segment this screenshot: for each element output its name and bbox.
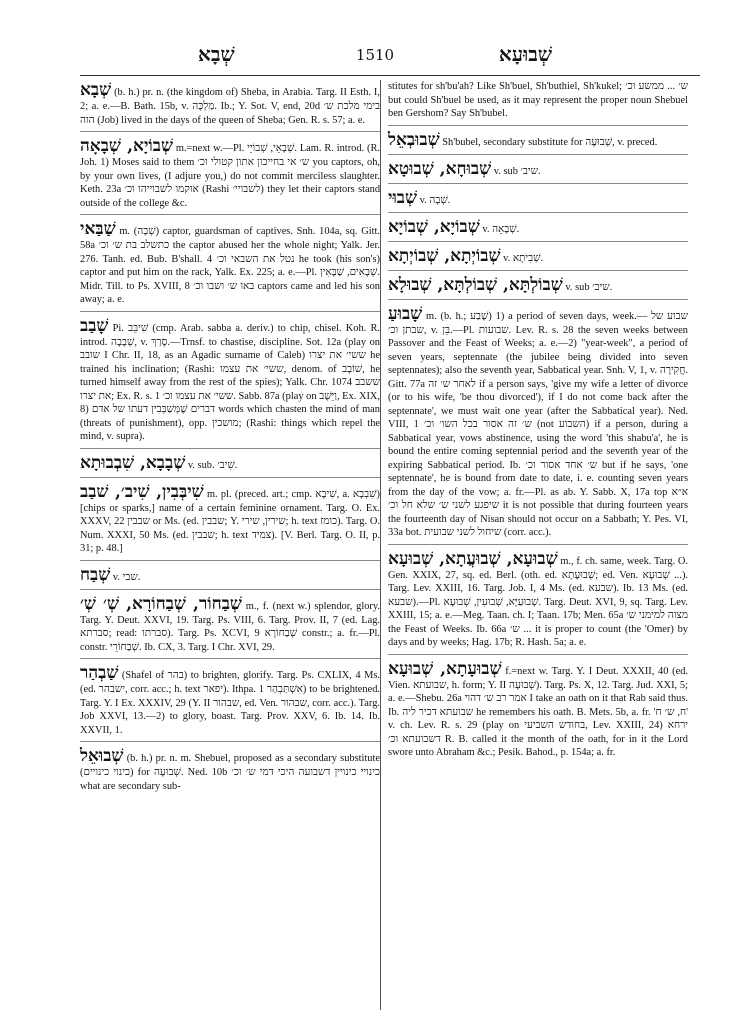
page-header — [48, 38, 702, 68]
dictionary-entry — [388, 159, 688, 184]
right-column — [388, 80, 688, 768]
left-column — [80, 80, 380, 801]
dictionary-entry — [80, 565, 380, 590]
entry-headword: שְׁבָא — [80, 80, 112, 100]
entry-text: v. sub שיב׳. — [493, 165, 541, 177]
dictionary-entry — [388, 217, 688, 242]
entry-headword: שָׁבַב — [80, 315, 109, 336]
entry-text: m. pl. (preced. art.; cmp. שִׁיבָא, a. שִׁבְבָא) [chips or sparks,] name of a certain feminine ornament. Targ. O. Ex. XXXV, 22 שבבין or Ms. (ed. שבבין; Y. שירין, שירי; h. text כומז). Targ. O. Num. XXXI, 50 Ms. (ed. שבבין; h. text צמיד). [V. Berl. Targ. O. II, p. 31; p. 48.] — [80, 488, 381, 554]
dictionary-entry — [80, 316, 380, 449]
entry-headword: שְׁבוּחָא, שְׁבוּטָא — [388, 158, 492, 179]
dictionary-entry — [388, 304, 688, 545]
entry-text: v. sub שיב׳. — [565, 281, 613, 293]
entry-headword: שַׁבַּאי — [80, 219, 116, 239]
entry-text: Pi. שִׁיבֵּב (cmp. Arab. sabba a. deriv.) to chip, chisel. Koh. R. introd. שְׁבָבָה, v. סָרַךְ.—Trnsf. to chastise, discipline. Sot. 12a (play on שובב I Chr. II, 18, as an Agadic surname of Caleb) ששי׳ את יצרו he trained his inclination; (Rashi: ששי׳ את עצמו, denom. of שׁוֹבָב, he turned himself away from the rest of the spies); Yalk. Chr. 1074 ששבב את יצרו; Ex. R. s. 1 ששי׳ את עצמו וכ׳. Sabb. 87a (play on וַיֵּשֶׁב, Ex. XIX, 8) דברים שֶׁמְּשַׁבְּבִין דעתו של אדם words which chasten the mind of man (threats of punishment), opp. מושכין; (Rashi: things which repel the mind, v. supra). — [80, 322, 381, 442]
entry-headword: שְׁבוּבְאֵל — [388, 129, 440, 150]
dictionary-entry — [80, 219, 380, 312]
entry-text: (b. h.) pr. n. (the kingdom of) Sheba, in Arabia. Targ. II Esth. I, 2; a. e.—B. Bath. 15b, v. מַלְכָּה. Ib.; Y. Sot. V, end, 20d בימי מלכת ש׳ הוה (Job) lived in the days of the queen of Sheba; Gen. R. s. 57; a. e. — [80, 87, 381, 126]
entry-headword: שְׁבוּאֵל — [80, 746, 124, 766]
entry-headword: שְׁבוֹיָא, שְׁבוֹיָא — [388, 216, 480, 237]
entry-headword: שְׁבוֹיְתָא, שְׁבוֹיְתָא — [388, 245, 501, 266]
entry-headword: שְׁבוּעָתָא, שְׁבוּעָא — [388, 658, 502, 679]
dictionary-entry — [80, 80, 380, 132]
entry-text: f.=next w. Targ. Y. I Deut. XXXII, 40 (ed. Vien. שבועתא, h. form; Y. II שְׁבוּעָה). Targ. Ps. X, 12. Targ. Jud. XXI, 5; a. e.—Shebu. 26a אמר רב ש׳ דהוי I take an oath on it that Rab said thus. Ib. שבועתא דכיר ליה he remembers his oath. B. Mets. 5b, a. fr. 'ח, ש׳ ח' v. ch. Lev. R. s. 29 (play on בחודש השביעי, Lev. XXIII, 24) ירחא דשבועתא וכ׳ R. B. called it the month of the oath, for in it the Lord swore unto Abraham &c.; Pesik. Bahod., p. 154a; a. fr. — [388, 665, 689, 758]
dictionary-entry — [388, 246, 688, 271]
dictionary-entry — [80, 136, 380, 215]
entry-headword: שְׁבוֹיָא, שְׁבָאָה — [80, 136, 173, 156]
entry-headword: שָׁבוּעַ — [388, 303, 423, 324]
column-divider — [380, 80, 381, 1010]
dictionary-entry — [388, 188, 688, 213]
entry-headword: שְׁבוּעָא, שְׁבוּעֲתָא, שְׁבוּעָא — [388, 548, 558, 569]
entry-text: m. (שְׁבָה) captor, guardsman of captives. Snh. 104a, sq. Gitt. 58a כתשלב בת ש׳ וכ׳ the captor abused her the whole night; Yalk. Jer. 276. Tanh. ed. Bub. B'shall. 4 נטל את השבאי וכ׳ he took (his son's) captor and put him on the rack, Yalk. Ex. 225; a. e.—Pl. שְׁבָאִים, שַׁבָּאִין. Midr. Till. to Ps. XVIII, 8 באו ש׳ ושבו וכ׳ captors came and led his son away; a. e. — [80, 226, 381, 305]
entry-headword: שְׁבַח — [80, 564, 111, 585]
entry-text: m.=next w.—Pl. שְׁבָאֵי, שְׁבוֹיֵי. Lam. R. introd. (R. Joh. 1) Moses said to them ש׳ אי בחייכון אתון קטולי וכ׳ you captors, oh, by your own lives, (I adjure you,) do not commit merciless slaughter. Keth. 23a אוקמו לשבוייהו וכ׳ (Rashi לשבויי׳) they let their captors stand outside of the college &c. — [80, 143, 381, 209]
dictionary-entry — [80, 482, 380, 561]
dictionary-entry — [388, 275, 688, 300]
dictionary-entry — [388, 549, 688, 655]
entry-text: v. שְׁבָה. — [419, 194, 451, 206]
dictionary-entry — [388, 130, 688, 155]
dictionary-entry — [388, 80, 688, 126]
dictionary-entry — [80, 663, 380, 742]
header-left-word: שְׁבָא — [198, 42, 235, 66]
entry-text: m. (b. h.; שֶׁבַע) 1) a period of seven days, week.— שבוע של שבתן וכ׳, v. בֵּן.—Pl. שבועות. Lev. R. s. 28 the seven weeks between Passover and the Feast of Weeks; a. e.—2) "year-week", a period of seven years, septennate (the jubilee being divided into seven septennates); also the seventh year, Sabbatical year. Snh. V, 1, v. חֲקִירָה. Gitt. 77a לאחר ש׳ זה if a person says, 'give my wife a letter of divorce (or to his wife, 'be thou divorced'), if I do not come back after the septennate', we must wait one year (after the Sabbatical year). Ned. VIII, 1 ש׳ זה אסור בכל השו׳ וכ׳ (not השבוע) if a person, during a Sabbatical year, vows abstinence, using the word 'this shabu'a', he is bound the entire coming septennial period and the seventh year of the expiring Sabbatical period. Ib. ש׳ אחד אסור וכ׳ but if he says, 'one septennate', he is bound from date to date, i. e. counting seven years from the day of the vow; a. fr.—Pl. as ab. Y. Sabb. X, 17a top א״א שיפגע לשני ש׳ שלא חל וכ׳ it is not possible that during fourteen years the fourteenth day of Nisan should not occur on a Sabbath; Y. Pes. VI, 33a bot. שיחול לשני שבועית (corr. acc.). — [388, 310, 689, 538]
dictionary-entry — [388, 659, 688, 764]
entry-text: (Shafel of בהר) to brighten, glorify. Targ. Ps. CXLIX, 4 Ms. (ed. ישבהר, corr. acc.; h. text יפאר). Ithpa. אִשְׁתַּבְהַר 1) to be brightened. Targ. Y. I Ex. XXXIV, 29 (Y. II שבהור, ed. Ven. שבהור, corr. acc.). Targ. Job XXVI, 13.—2) to glory, boast. Targ. Prov. XXV, 6. Ib. 14. Ib. XXVII, 1. — [80, 670, 380, 736]
page-number: 1510 — [355, 46, 395, 64]
dictionary-entry — [80, 453, 380, 478]
entry-headword: שַׁבְהַר — [80, 663, 119, 683]
entry-text: v. שְׁבִיתָא. — [503, 252, 544, 264]
dictionary-entry — [80, 594, 380, 660]
header-right-word: שְׁבוּעָא — [498, 42, 552, 66]
entry-headword: שְׁבַחוֹר, שְׁבַחוֹרָא, שְׁ׳ שְׁ׳ — [80, 593, 242, 614]
entry-headword: שְׁבָבָא, שִׁבְבוּתָא — [80, 452, 186, 473]
entry-text: Sh'bubel, secondary substitute for שְׁבוּעָה, v. preced. — [442, 136, 658, 148]
entry-text: v. שְׁבָאָה. — [482, 223, 520, 235]
entry-headword: שִׁיבְּבִין, שִׁיב׳, שׁבַב — [80, 481, 204, 502]
entry-headword: שְׁבוּי — [388, 187, 418, 208]
entry-headword: שְׁבוֹלְתָּא, שְׁבוֹלְתָּא, שְׁבוּלָא — [388, 274, 563, 295]
entry-text: v. sub. שִׁיב׳. — [187, 459, 238, 471]
entry-text: m., f. (next w.) splendor, glory. Targ. Y. Deut. XXVI, 19. Targ. Ps. VIII, 6. Targ. Prov. II, 7 (ed. Lag. סברתא; read: סברתו). Targ. Ps. XCVI, 9 שְׁבַחוֹרָא constr.; a. fr.—Pl. constr. שְׁבַחוֹרֵי. Ib. CX, 3. Targ. I Chr. XVI, 29. — [80, 600, 380, 653]
header-rule — [80, 75, 700, 76]
entry-text: (b. h.) pr. n. m. Shebuel, proposed as a secondary substitute (כינוי כינויים) for שְׁבוּעָה. Ned. 10b כינויי כינויין דשבועה היכי דמי ש׳ וכ׳ what are secondary sub- — [80, 753, 380, 792]
entry-text: m., f. ch. same, week. Targ. O. Gen. XXIX, 27, sq. ed. Berl. (oth. ed. שְׁבוּעָתָא; ed. Ven. שְׁבוּעָא ...). Targ. Lev. XXIII, 16. Targ. Job. I, 4 Ms. (ed. שבעא). Ib. 13 Ms. (ed. שבעא).—Pl. שְׁבוּעַיָּא, שְׁבוּעִין, שְׁבוּעָא. Targ. Deut. XVI, 9, sq. Targ. Lev. XXIII, 15; a. e.—Meg. Taan. ch. I; Taan. 17b; Men. 65a מצוה למימני ש׳ the Feast of Weeks. Ib. 66a ש׳ ... it is proper to count (the 'Omer) by days and by weeks; Hag. 17b; R. Hash. 5a; a. e. — [388, 555, 689, 648]
entry-text: v. שבי. — [112, 571, 141, 583]
entry-text: stitutes for sh'bu'ah? Like Sh'buel, Sh'buthiel, Sh'kukel; ש׳ ... ממשע וכ׳ but could Sh'buel be used, as it may represent the proper noun Shebuel ben Gershom? Say Sh'bubel. — [388, 81, 688, 119]
dictionary-entry — [80, 746, 380, 797]
